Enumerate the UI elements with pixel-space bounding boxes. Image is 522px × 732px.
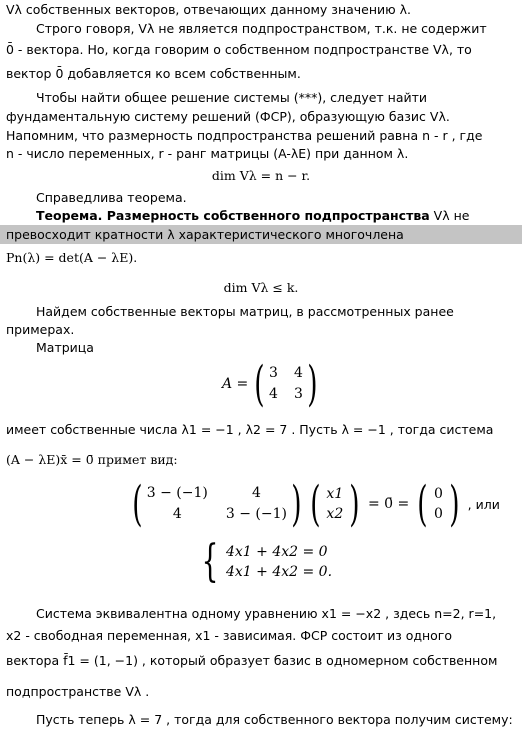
matrix-a (222, 356, 322, 412)
text-line: Пусть теперь λ = 7 , тогда для собственного вектора получим систему: (36, 712, 513, 727)
right-paren: ) (307, 356, 318, 412)
text-line: Строго говоря, Vλ не является подпространством, т.к. не содержит (36, 21, 487, 36)
system-matrix-equation (128, 476, 500, 532)
matrix-cell: 4 (172, 506, 182, 522)
text-line: x2 - свободная переменная, x1 - зависимая. ФСР состоит из одного (6, 628, 453, 643)
matrix-cell: 4 (251, 485, 261, 501)
text-line: Чтобы найти общее решение системы (***), следует найти (36, 90, 428, 105)
text-line: 0̄ - вектора. Но, когда говорим о собственном подпространстве Vλ, то (6, 42, 472, 57)
matrix-cell: 4 (293, 365, 303, 381)
theorem-rest: Vλ не (429, 208, 470, 223)
vector-cell: 0 (433, 486, 443, 502)
text-line: Напомним, что размерность подпространства решений равна n - r , где (6, 128, 483, 143)
matrix-cell: 3 − (−1) (225, 506, 287, 522)
text-line: Матрица (36, 340, 94, 355)
formula-pn: Pn(λ) = det(A − λE). (6, 250, 138, 265)
text-line: Справедлива теорема. (36, 190, 187, 205)
text-line: примерах. (6, 322, 75, 337)
matrix-a-label: A = (222, 375, 249, 392)
text-line: n - число переменных, r - ранг матрицы (A-λE) при данном λ. (6, 146, 409, 161)
right-paren: ) (349, 476, 360, 532)
left-paren: ( (309, 476, 321, 532)
formula-dim-k: dim Vλ ≤ k. (223, 280, 299, 295)
text-line: вектор 0̄ добавляется ко всем собственным. (6, 66, 301, 81)
right-paren: ) (449, 476, 460, 532)
text-line: (A − λE)x̄ = 0̄ примет вид: (6, 452, 178, 467)
matrix-cell: 3 (293, 386, 303, 402)
left-paren: ( (254, 356, 265, 412)
right-paren: ) (291, 476, 302, 532)
equals-zero: = 0̄ = (367, 495, 410, 512)
theorem-heading (36, 206, 516, 225)
matrix-cell: 3 − (−1) (146, 485, 208, 501)
unknown-vector (324, 484, 345, 524)
text-line: вектора f̄1 = (1, −1) , который образует базис в одномерном собственном (6, 653, 498, 668)
matrix-cell: 4 (269, 386, 278, 402)
theorem-title: Теорема. Размерность собственного подпространства (36, 208, 430, 223)
system-matrix-cells (147, 484, 287, 524)
vector-cell: x1 (326, 486, 344, 502)
text-line: Vλ собственных векторов, отвечающих данному значению λ. (6, 2, 412, 17)
text-line: Система эквивалентна одному уравнению x1 = −x2 , здесь n=2, r=1, (36, 606, 497, 621)
equation: 4x1 + 4x2 = 0. (226, 564, 333, 580)
text-line: имеет собственные числа λ1 = −1 , λ2 = 7 . Пусть λ = −1 , тогда система (6, 422, 494, 437)
matrix-a-cells (269, 364, 303, 404)
left-paren: ( (417, 476, 428, 532)
left-brace: { (201, 536, 219, 587)
matrix-cell: 3 (269, 365, 278, 381)
text-line: подпространстве Vλ . (6, 684, 150, 699)
equation: 4x1 + 4x2 = 0 (226, 544, 328, 560)
text-line: Найдем собственные векторы матриц, в рассмотренных ранее (36, 304, 454, 319)
or-word: , или (467, 496, 500, 512)
equation-system (196, 536, 334, 587)
vector-cell: x2 (326, 506, 344, 522)
highlighted-line: превосходит кратности λ характеристического многочлена (0, 225, 522, 244)
equation-list (224, 542, 334, 582)
left-paren: ( (132, 476, 143, 532)
text-line: фундаментальную систему решений (ФСР), образующую базис Vλ. (6, 109, 450, 124)
formula-dim: dim Vλ = n − r. (211, 168, 311, 183)
vector-cell: 0 (433, 506, 443, 522)
zero-vector (432, 484, 445, 524)
